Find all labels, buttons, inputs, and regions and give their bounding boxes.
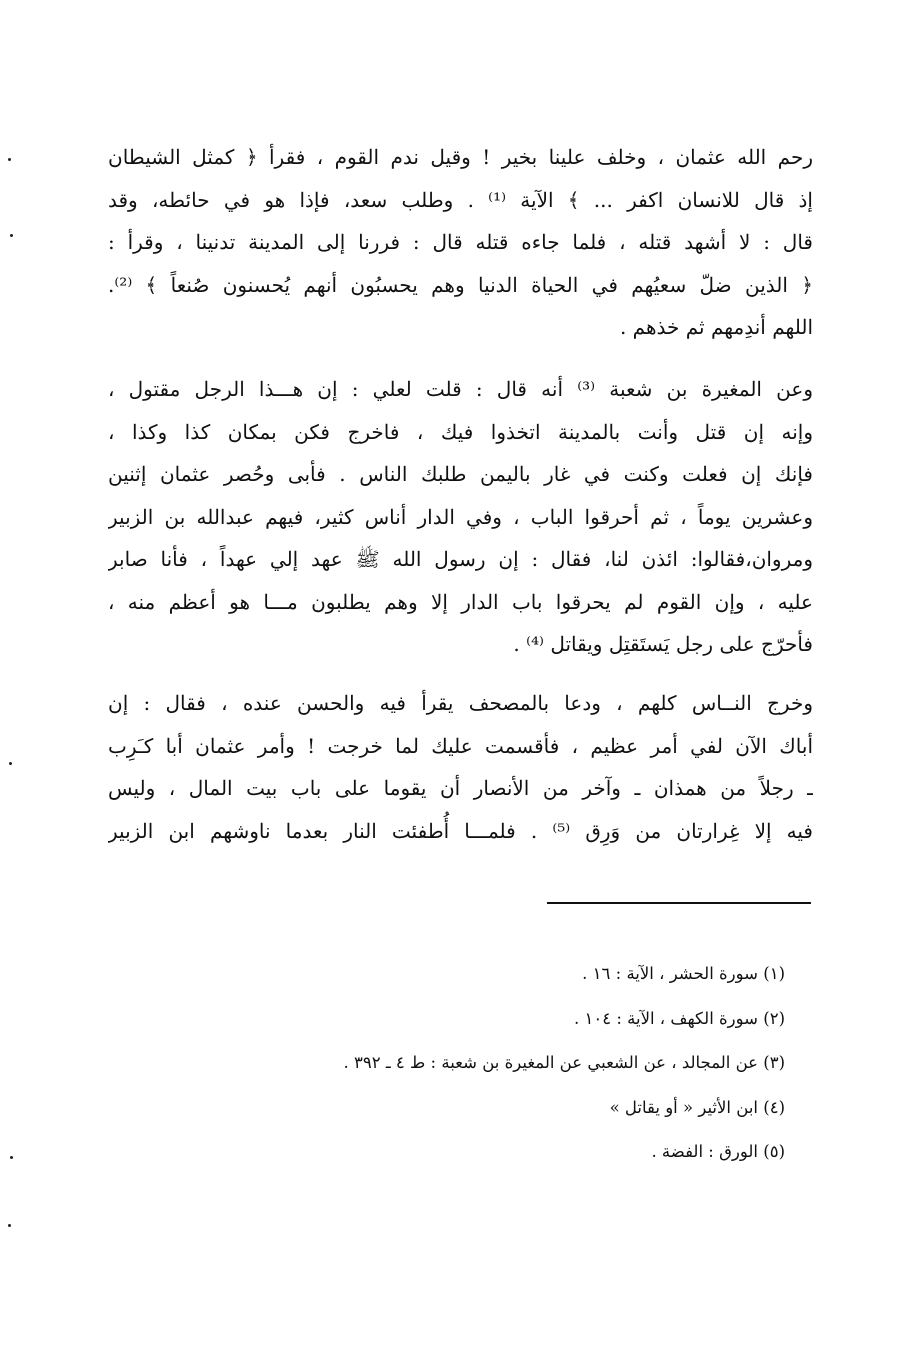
text-line: ﴿ الذين ضلّ سعيُهم في الحياة الدنيا وهم يحسبُون أنهم يُحسنون صُنعاً ﴾ ⁽²⁾. (108, 272, 813, 297)
footnote-item: (٤) ابن الأثير « أو يقاتل » (609, 1097, 785, 1117)
text-line: قال : لا أشهد قتله ، فلما جاءه قتله قال : فررنا إلى المدينة تدنينا ، وقرأ : (108, 230, 813, 254)
scan-speck (9, 762, 12, 765)
scan-speck (8, 1224, 11, 1227)
text-line: فإنك إن فعلت وكنت في غار باليمن طلبك الناس . فأبى وحُصر عثمان إثنين (108, 462, 813, 486)
text-line: عليه ، وإن القوم لم يحرقوا باب الدار إلا وهم يطلبون مـــا هو أعظم منه ، (108, 589, 813, 614)
body-paragraph (108, 136, 813, 349)
footnotes-list (250, 952, 785, 1175)
text-line: إذ قال للانسان اكفر ... ﴾ الآية ⁽¹⁾ . وطلب سعد، فإذا هو في حائطه، وقد (108, 187, 813, 212)
text-line: ومروان،فقالوا: ائذن لنا، فقال : إن رسول الله ﷺ عهد إلي عهداً ، فأنا صابر (108, 547, 813, 571)
text-line: فأحرّج على رجل يَستَقتِل ويقاتل ⁽⁴⁾ . (513, 632, 813, 656)
body-paragraph (108, 682, 813, 852)
body-paragraph (108, 368, 813, 666)
scan-speck (10, 234, 13, 237)
text-line: فيه إلا غِرارتان من وَرِق ⁽⁵⁾ . فلمـــا أُطفئت النار بعدما ناوشهم ابن الزبير (108, 818, 813, 843)
text-line: وإنه إن قتل وأنت بالمدينة اتخذوا فيك ، فاخرج فكن بمكان كذا وكذا ، (108, 419, 813, 444)
footnote-item: (٣) عن المجالد ، عن الشعبي عن المغيرة بن شعبة : ط ٤ ـ ٣٩٢ . (343, 1053, 785, 1072)
footnote-item: (٢) سورة الكهف ، الآية : ١٠٤ . (573, 1008, 785, 1028)
text-line: ـ رجلاً من همذان ـ وآخر من الأنصار أن يقوما على باب بيت المال ، وليس (108, 776, 813, 800)
scan-speck (8, 158, 11, 161)
footnote-separator (547, 902, 811, 904)
text-line: رحم الله عثمان ، وخلف علينا بخير ! وقيل ندم القوم ، فقرأ ﴿ كمثل الشيطان (108, 145, 813, 169)
footnote-item: (٥) الورق : الفضة . (651, 1142, 785, 1161)
footnote-item: (١) سورة الحشر ، الآية : ١٦ . (582, 964, 785, 983)
text-line: وعن المغيرة بن شعبة ⁽³⁾ أنه قال : قلت لعلي : إن هـــذا الرجل مقتول ، (108, 377, 813, 401)
text-line: أباك الآن لفي أمر عظيم ، فأقسمت عليك لما خرجت ! وأمر عثمان أبا كـَرِب (108, 733, 813, 758)
scan-speck (10, 1156, 13, 1159)
text-line: وعشرين يوماً ، ثم أحرقوا الباب ، وفي الدار أناس كثير، فيهم عبدالله بن الزبير (108, 504, 813, 529)
text-line: اللهم أندِمهم ثم خذهم . (619, 315, 813, 339)
text-line: وخرج النــاس كلهم ، ودعا بالمصحف يقرأ فيه والحسن عنده ، فقال : إن (108, 691, 813, 715)
